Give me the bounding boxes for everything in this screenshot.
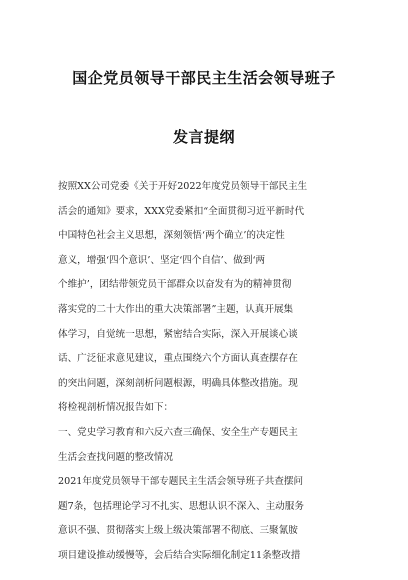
body-line: 中国特色社会主义思想，深刻领悟‘两个确立’的决定性 — [58, 230, 285, 242]
body-line: 活会的通知》要求，XXX党委紧扣“全面贯彻习近平新时代 — [58, 205, 305, 217]
body-line: 落实党的二十大作出的重大决策部署”主题，认真开展集 — [58, 303, 294, 315]
document-title-line2: 发言提纲 — [172, 128, 235, 146]
body-line: 话、广泛征求意见建议，重点围绕六个方面认真查摆存在 — [58, 353, 298, 365]
body-line: 个维护’，团结带领党员干部群众以奋发有为的精神贯彻 — [58, 279, 292, 291]
body-line: 意识不强、贯彻落实上级上级决策部署不彻底、三聚氰胺 — [58, 525, 298, 537]
body-line: 2021年度党员领导干部专题民主生活会领导班子共查摆问 — [58, 476, 304, 488]
body-line: 项目建设推动缓慢等，会后结合实际细化制定11条整改措 — [58, 549, 301, 561]
body-line: 意义，增强‘四个意识’、坚定‘四个自信’、做到‘两 — [58, 254, 266, 266]
body-line: 的突出问题，深刻剖析问题根源，明确具体整改措施。现 — [58, 377, 298, 389]
body-line: 题7条，包括理论学习不扎实、思想认识不深入、主动服务 — [58, 500, 304, 512]
document-title-line1: 国企党员领导干部民主生活会领导班子 — [72, 69, 336, 87]
document-body — [58, 175, 358, 569]
section-heading-continued: 生活会查找问题的整改情况 — [58, 451, 174, 463]
section-heading: 一、党史学习教育和六反六查三确保、安全生产专题民主 — [58, 426, 298, 438]
body-line: 体学习，自觉统一思想，紧密结合实际，深入开展谈心谈 — [58, 328, 298, 340]
body-line: 将检视剖析情况报告如下： — [58, 402, 174, 414]
body-line: 按照XX公司党委《关于开好2022年度党员领导干部民主生 — [58, 181, 308, 192]
